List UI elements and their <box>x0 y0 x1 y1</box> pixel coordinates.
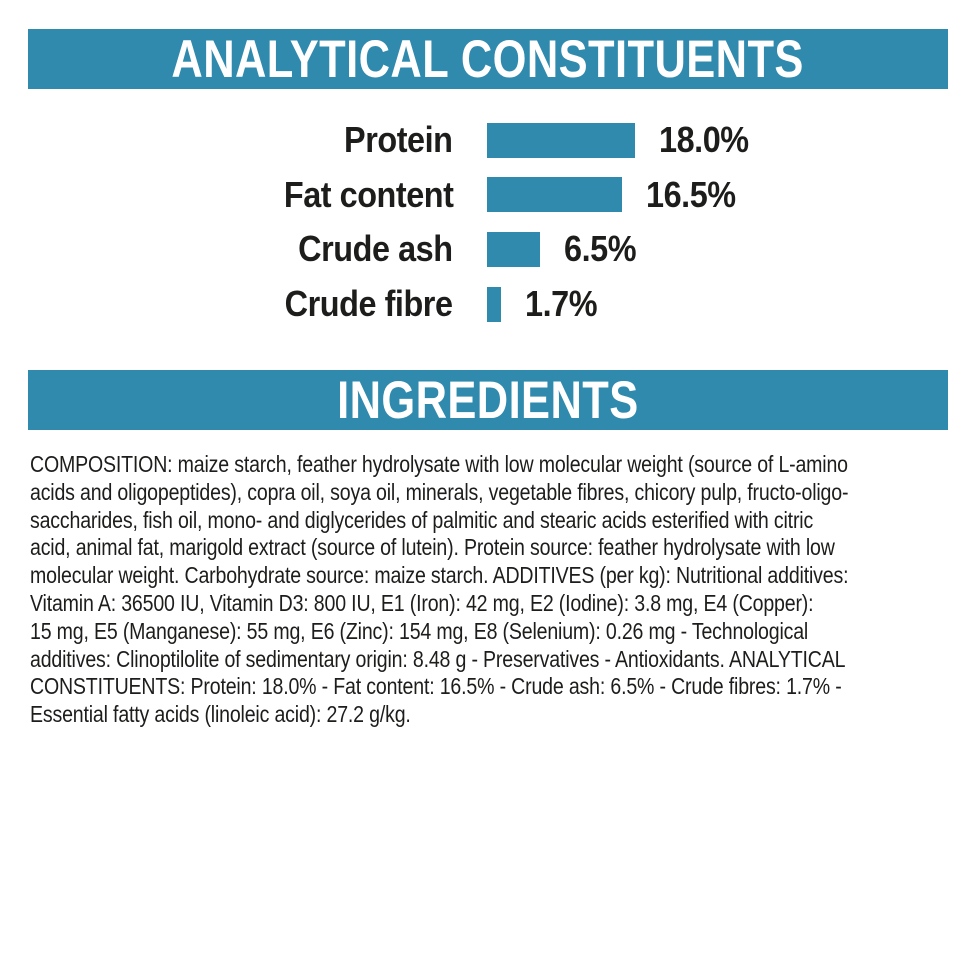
chart-row <box>0 277 976 332</box>
chart-bar <box>487 232 540 267</box>
chart-category-label: Fat content <box>283 173 453 215</box>
ingredients-title: INGREDIENTS <box>337 370 639 430</box>
chart-value-label: 6.5% <box>564 228 637 270</box>
chart-bar <box>487 287 501 322</box>
analytical-constituents-banner <box>28 29 948 89</box>
analytical-constituents-title: ANALYTICAL CONSTITUENTS <box>171 29 805 89</box>
ingredients-banner <box>28 370 948 430</box>
analytical-constituents-chart <box>0 113 976 331</box>
chart-row <box>0 222 976 277</box>
chart-bar <box>487 177 622 212</box>
chart-bar <box>487 123 635 158</box>
chart-category-label: Crude ash <box>298 228 453 270</box>
chart-value-label: 18.0% <box>658 119 749 161</box>
chart-category-label: Crude fibre <box>285 283 453 325</box>
chart-row <box>0 168 976 223</box>
chart-value-label: 1.7% <box>524 283 597 325</box>
composition-text: COMPOSITION: maize starch, feather hydrolysate with low molecular weight (source of L-amino acids and oligopeptides), copra oil, soya oil, minerals, vegetable fibres, chicory pulp, fructo-oligo- saccharides, fish oil, mono- and diglycerides of palmitic and stearic acids esterified with citric acid, animal fat, marigold extract (source of lutein). Protein source: feather hydrolysate with low molecular weight. Carbohydrate source: maize starch. ADDITIVES (per kg): Nutritional additives: Vitamin A: 36500 IU, Vitamin D3: 800 IU, E1 (Iron): 42 mg, E2 (Iodine): 3.8 mg, E4 (Copper): 15 mg, E5 (Manganese): 55 mg, E6 (Zinc): 154 mg, E8 (Selenium): 0.26 mg - Technological additives: Clinoptilolite of sedimentary origin: 8.48 g - Preservatives - Antioxidants. ANALYTICAL CONSTITUENTS: Protein: 18.0% - Fat content: 16.5% - Crude ash: 6.5% - Crude fibres: 1.7% - Essential fatty acids (linoleic acid): 27.2 g/kg. <box>30 451 849 728</box>
chart-row <box>0 113 976 168</box>
chart-category-label: Protein <box>344 119 453 161</box>
chart-value-label: 16.5% <box>646 173 736 215</box>
